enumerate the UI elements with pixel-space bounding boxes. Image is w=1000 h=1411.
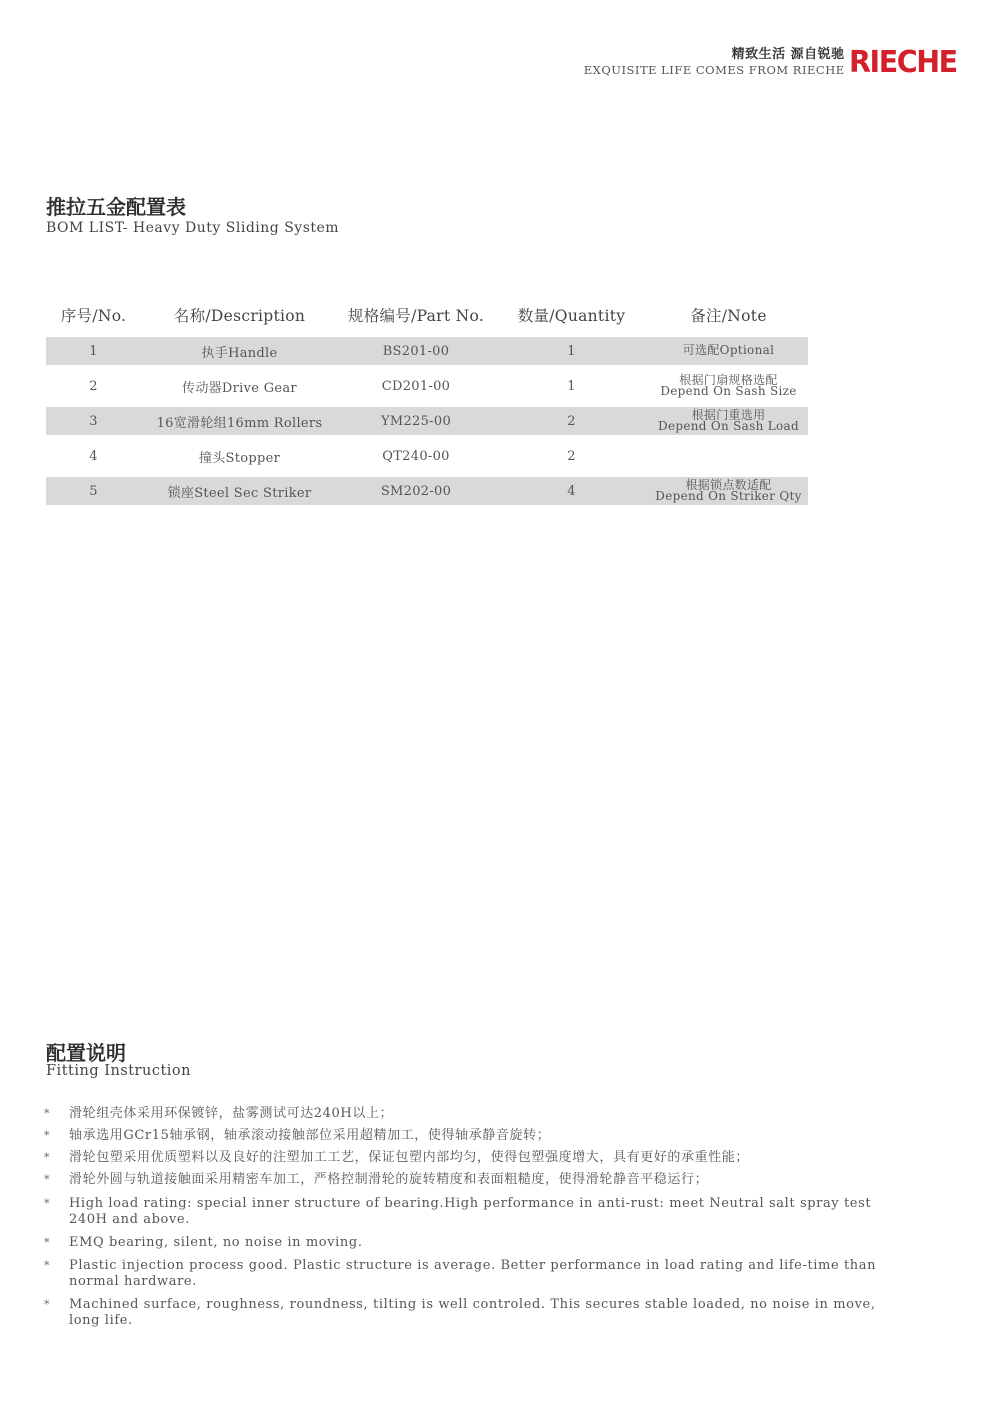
- cell-description: 16宽滑轮组16mm Rollers: [156, 415, 323, 431]
- list-item-text: 滑轮包塑采用优质塑料以及良好的注塑加工工艺，保证包塑内部均匀，使得包塑强度增大，具有更好的承重性能；: [69, 1150, 750, 1165]
- fitting-list-en: [44, 1196, 894, 1336]
- list-item-text: 滑轮组壳体采用环保镀锌，盐雾测试可达240H以上；: [69, 1106, 394, 1121]
- table-row: [46, 477, 808, 505]
- note-en: Depend On Sash Load: [658, 419, 799, 433]
- table-row: [46, 337, 808, 365]
- cell-part-no: CD201-00: [381, 378, 451, 394]
- bullet-star-icon: *: [44, 1236, 51, 1249]
- cell-no: 5: [89, 483, 98, 499]
- cell-quantity: 4: [567, 483, 576, 499]
- note-zh: 可选配Optional: [682, 343, 775, 358]
- list-item-text: 滑轮外圆与轨道接触面采用精密车加工，严格控制滑轮的旋转精度和表面粗糙度，使得滑轮静音平稳运行；: [69, 1172, 709, 1187]
- cell-part-no: BS201-00: [382, 343, 450, 359]
- fitting-title-en: Fitting Instruction: [46, 1063, 191, 1079]
- cell-no: 4: [89, 448, 98, 464]
- bullet-star-icon: *: [44, 1173, 51, 1186]
- cell-note: [649, 477, 808, 503]
- list-item: [44, 1297, 894, 1329]
- cell-note: [649, 345, 808, 357]
- header-description: 名称/Description: [173, 307, 306, 325]
- bullet-star-icon: *: [44, 1107, 51, 1120]
- list-item-text: 轴承选用GCr15轴承钢，轴承滚动接触部位采用超精加工，使得轴承静音旋转；: [69, 1128, 551, 1143]
- fitting-title-zh: 配置说明: [46, 1041, 126, 1065]
- table-header: [46, 300, 808, 330]
- cell-description: 传动器Drive Gear: [182, 380, 297, 396]
- cell-part-no: QT240-00: [382, 448, 450, 464]
- list-item-text: Machined surface, roughness, roundness, tilting is well controled. This secures stable loaded, no noise in move, long life.: [69, 1297, 876, 1328]
- cell-description: 撞头Stopper: [198, 450, 281, 466]
- fitting-list-zh: [44, 1103, 894, 1191]
- cell-note: [649, 372, 808, 398]
- list-item: [44, 1169, 894, 1191]
- bom-table: [46, 300, 808, 505]
- header-no: 序号/No.: [60, 307, 127, 325]
- bullet-star-icon: *: [44, 1298, 51, 1311]
- list-item-text: EMQ bearing, silent, no noise in moving.: [69, 1235, 363, 1250]
- header-quantity: 数量/Quantity: [517, 307, 626, 325]
- table-row: [46, 435, 808, 477]
- bullet-star-icon: *: [44, 1197, 51, 1210]
- list-item: [44, 1235, 894, 1251]
- bom-title-en: BOM LIST- Heavy Duty Sliding System: [46, 220, 340, 236]
- cell-part-no: SM202-00: [380, 483, 452, 499]
- list-item: [44, 1103, 894, 1125]
- note-en: Depend On Sash Size: [660, 384, 797, 398]
- list-item: [44, 1125, 894, 1147]
- cell-no: 3: [89, 413, 98, 429]
- list-item: [44, 1258, 894, 1290]
- brand-slogan-zh: 精致生活 源自锐驰: [731, 46, 845, 62]
- cell-description: 锁座Steel Sec Striker: [167, 485, 312, 501]
- list-item: [44, 1196, 894, 1228]
- rieche-logo: RIECHE: [848, 45, 957, 80]
- note-zh: 根据锁点数适配: [685, 477, 772, 492]
- cell-part-no: YM225-00: [380, 413, 452, 429]
- brand-slogan-en: EXQUISITE LIFE COMES FROM RIECHE: [583, 62, 845, 77]
- cell-quantity: 1: [567, 378, 576, 394]
- cell-description: 执手Handle: [201, 345, 278, 361]
- bullet-star-icon: *: [44, 1129, 51, 1142]
- cell-note: [649, 407, 808, 433]
- note-zh: 根据门扇规格选配: [679, 372, 778, 387]
- cell-no: 1: [89, 343, 98, 359]
- table-row: [46, 365, 808, 407]
- cell-no: 2: [89, 378, 98, 394]
- list-item-text: Plastic injection process good. Plastic structure is average. Better performance in load rating and life-time than normal hardware.: [69, 1258, 877, 1289]
- brand-header: [583, 44, 962, 80]
- bullet-star-icon: *: [44, 1151, 51, 1164]
- header-note: 备注/Note: [690, 307, 767, 325]
- list-item-text: High load rating: special inner structure of bearing.High performance in anti-rust: meet Neutral salt spray test 240H and above.: [69, 1196, 872, 1227]
- header-part-no: 规格编号/Part No.: [347, 307, 485, 325]
- cell-quantity: 2: [567, 413, 576, 429]
- bullet-star-icon: *: [44, 1259, 51, 1272]
- note-en: Depend On Striker Qty: [655, 489, 802, 503]
- bom-title-zh: 推拉五金配置表: [46, 195, 186, 219]
- cell-quantity: 1: [567, 343, 576, 359]
- cell-quantity: 2: [567, 448, 576, 464]
- list-item: [44, 1147, 894, 1169]
- note-zh: 根据门重选用: [691, 407, 766, 422]
- table-row: [46, 407, 808, 435]
